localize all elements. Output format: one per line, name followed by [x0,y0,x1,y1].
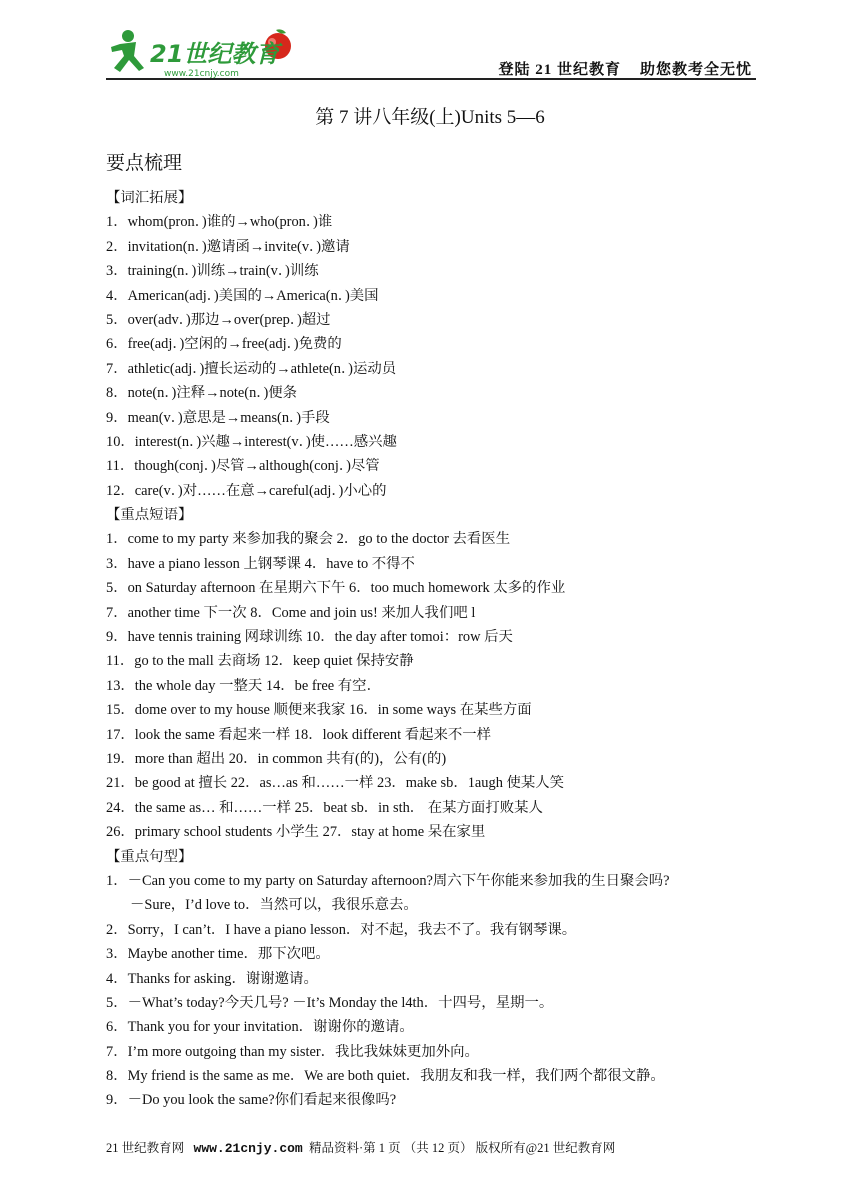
header-divider [106,78,756,80]
text-line: 1．－Can you come to my party on Saturday afternoon?周六下午你能来参加我的生日聚会吗? [106,872,670,889]
text-line: 5．over(adv．)那边→over(prep．)超过 [106,311,331,328]
content-lines [106,186,766,1113]
text-line: 8．note(n．)注释→note(n．)便条 [106,385,298,402]
text-line: 9．－Do you look the same?你们看起来很像吗? [106,1092,397,1109]
page-header [106,26,756,82]
site-logo [106,26,306,80]
text-line: 7．athletic(adj．)擅长运动的→athlete(n．)运动员 [106,360,397,377]
text-line: 17．look the same 看起来一样 18．look different 看起来不一样 [106,726,492,743]
header-slogan: 登陆 21 世纪教育 助您教考全无忧 [498,62,752,78]
text-line: 11．though(conj．)尽管→although(conj．)尽管 [106,458,380,475]
logo-url: www.21cnjy.com [164,69,239,79]
text-line: －Sure，I’d love to．当然可以，我很乐意去。 [130,897,418,914]
runner-icon [111,30,144,72]
text-line: 【重点短语】 [106,507,193,524]
text-line: 8．My friend is the same as me．We are both quiet．我朋友和我一样，我们两个都很文静。 [106,1068,665,1085]
page-footer [106,1138,615,1156]
text-line: 7．I’m more outgoing than my sister．我比我妹妹更加外向。 [106,1043,479,1060]
text-line: 1．whom(pron．)谁的→who(pron．)谁 [106,214,333,231]
text-line: 6．Thank you for your invitation．谢谢你的邀请。 [106,1019,414,1036]
text-line: 5．on Saturday afternoon 在星期六下午 6．too much homework 太多的作业 [106,580,566,597]
text-line: 3．Maybe another time．那下次吧。 [106,946,330,963]
text-line: 2．invitation(n．)邀请函→invite(v．)邀请 [106,238,350,255]
text-line: 10．interest(n．)兴趣→interest(v．)使……感兴趣 [106,433,397,450]
text-line: 5．－What’s today?今天几号? －It’s Monday the l4th．十四号，星期一。 [106,994,554,1011]
text-line: 4．American(adj．)美国的→America(n．)美国 [106,287,379,304]
text-line: 4．Thanks for asking．谢谢邀请。 [106,970,318,987]
text-line: 1．come to my party 来参加我的聚会 2．go to the doctor 去看医生 [106,531,511,548]
text-line: 【词汇拓展】 [106,190,193,206]
text-line: 15．dome over to my house 顺便来我家 16．in some ways 在某些方面 [106,702,532,719]
text-line: 3．training(n．)训练→train(v．)训练 [106,263,319,280]
text-line: 9．mean(v．)意思是→means(n．)手段 [106,409,330,426]
section-title: 要点梳理 [106,153,183,174]
text-line: 6．free(adj．)空闲的→free(adj．)免费的 [106,336,342,353]
text-line: 11．go to the mall 去商场 12．keep quiet 保持安静 [106,653,414,670]
footer-url: www.21cnjy.com [193,1141,303,1156]
text-line: 2．Sorry，I can’t．I have a piano lesson．对不起，我去不了。我有钢琴课。 [106,921,577,938]
text-line: 24．the same as… 和……一样 25．beat sb．in sth． 在某方面打败某人 [106,799,543,816]
text-line: 21．be good at 擅长 22．as…as 和……一样 23．make sb．1augh 使某人笑 [106,775,565,792]
footer-right: 精品资料·第 1 页 （共 12 页） 版权所有@21 世纪教育网 [302,1141,616,1155]
text-line: 【重点句型】 [106,848,193,865]
text-line: 3．have a piano lesson 上钢琴课 4．have to 不得不 [106,555,415,572]
page-title: 第 7 讲八年级(上)Units 5—6 [315,107,545,128]
text-line: 13．the whole day 一整天 14．be free 有空． [106,677,381,694]
text-line: 26．primary school students 小学生 27．stay at home 呆在家里 [106,824,486,841]
text-line: 12．care(v．)对……在意→careful(adj．)小心的 [106,482,387,499]
text-line: 9．have tennis training 网球训练 10．the day after tomoi：row 后天 [106,629,513,646]
text-line: 7．another time 下一次 8．Come and join us! 来加人我们吧 l [106,604,476,621]
logo-text: 21世纪教育 [150,40,280,68]
footer-left: 21 世纪教育网 [106,1141,194,1155]
text-line: 19．more than 超出 20．in common 共有(的)，公有(的) [106,750,447,767]
